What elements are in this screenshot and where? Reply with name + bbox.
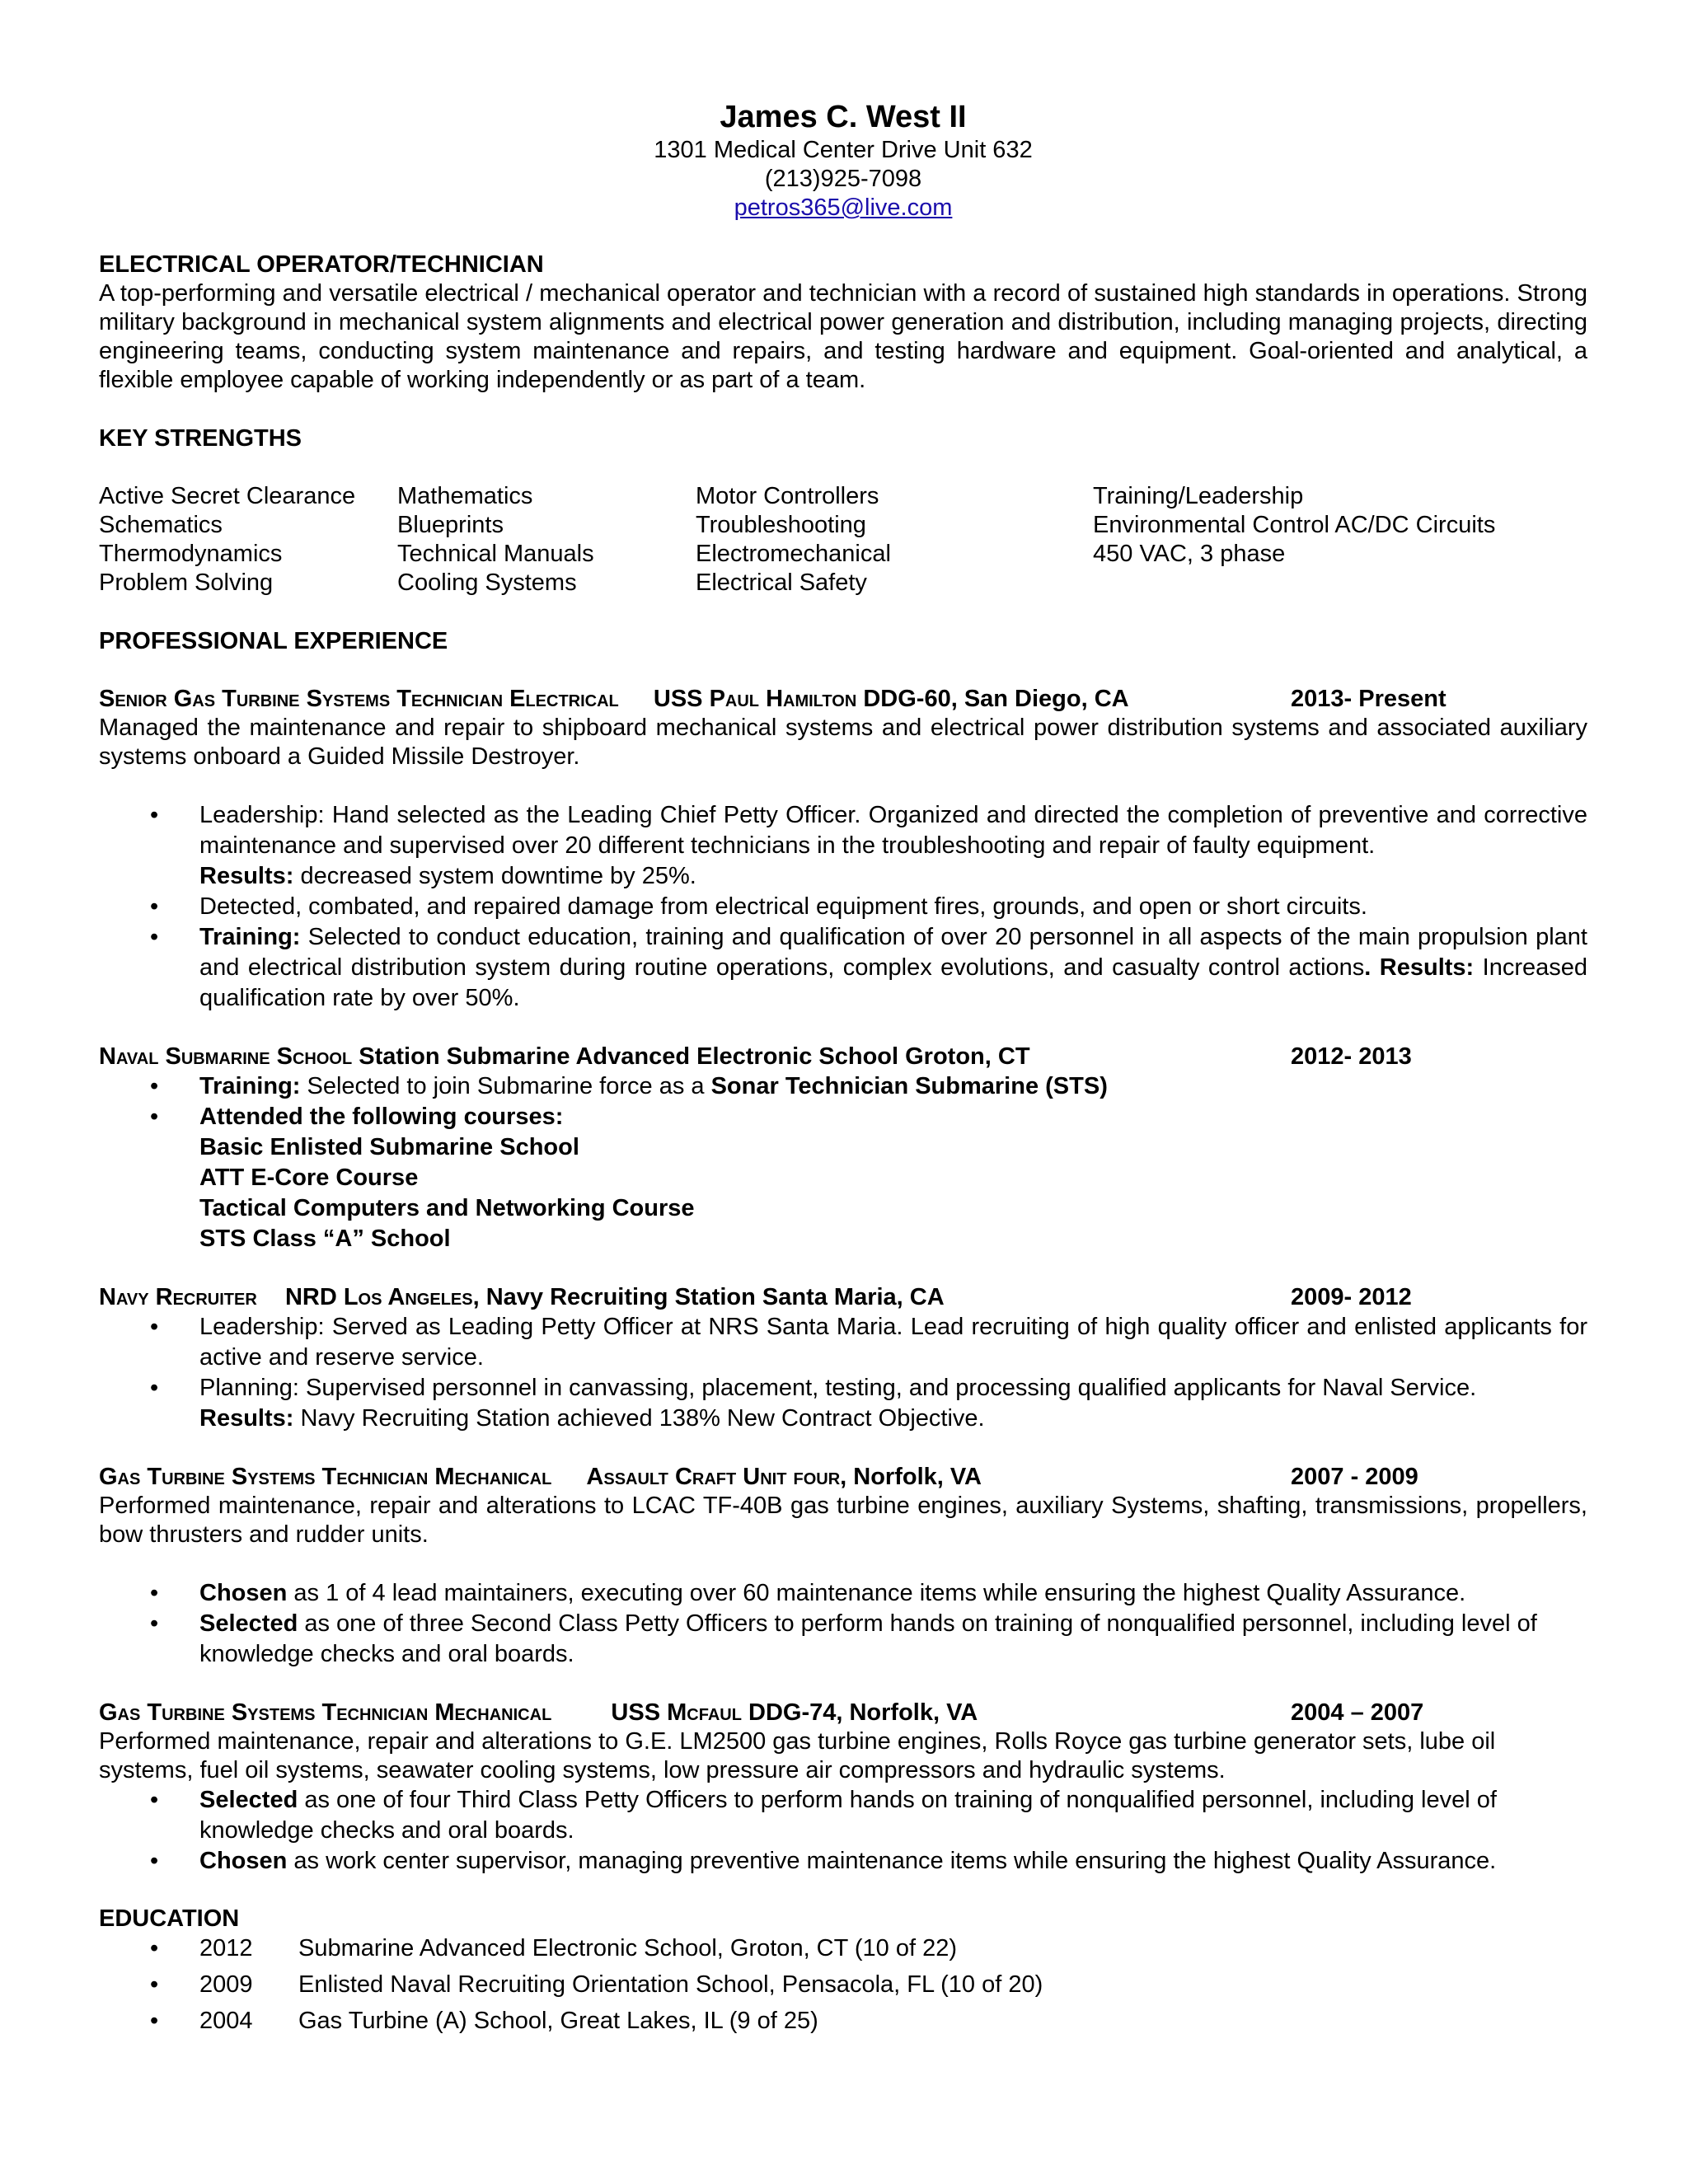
job-title: Gas Turbine Systems Technician Mechanical <box>99 1464 552 1490</box>
job-description: Performed maintenance, repair and alterations to LCAC TF-40B gas turbine engines, auxiliary Systems, shafting, transmissions, propellers, bow thrusters and rudder units. <box>99 1493 1587 1548</box>
strength-item: Problem Solving <box>99 569 274 596</box>
list-item: • 2004 Gas Turbine (A) School, Great Lakes, IL (9 of 25) <box>99 2006 1587 2036</box>
list-item: • Training: Selected to conduct education, training and qualification of over 20 personnel in all aspects of the main propulsion plant and electrical distribution system during routine operations, complex evolutions, and casualty control actions. Results: Increased qualification rate by over 50%. <box>99 922 1587 1014</box>
address: 1301 Medical Center Drive Unit 632 <box>654 137 1033 163</box>
job-organization: Assault Craft Unit four <box>586 1464 841 1490</box>
job-title: Senior Gas Turbine Systems Technician Electrical <box>99 686 619 712</box>
job-header <box>99 1463 1587 1492</box>
strength-item: Electromechanical <box>696 541 891 567</box>
strength-item: Environmental Control AC/DC Circuits <box>1093 512 1496 538</box>
job-organization: USS Paul Hamilton <box>653 686 857 712</box>
job-bullets <box>99 1578 1587 1670</box>
list-item: • 2012 Submarine Advanced Electronic School, Groton, CT (10 of 22) <box>99 1933 1587 1964</box>
job-header <box>99 1043 1587 1071</box>
candidate-name: James C. West II <box>720 100 967 134</box>
job-organization: NRD Los Angeles <box>284 1284 473 1310</box>
job-years: 2004 – 2007 <box>1291 1699 1424 1726</box>
summary-heading: ELECTRICAL OPERATOR/TECHNICIAN <box>99 251 544 278</box>
job-title: Naval Submarine School <box>99 1043 353 1070</box>
job-years: 2012- 2013 <box>1291 1043 1412 1070</box>
experience-heading: PROFESSIONAL EXPERIENCE <box>99 628 448 654</box>
job-location: , Norfolk, VA <box>840 1464 982 1490</box>
strength-item: Troubleshooting <box>696 512 866 538</box>
list-item: • Chosen as work center supervisor, managing preventive maintenance items while ensuring the highest Quality Assurance. <box>99 1846 1587 1877</box>
list-item: • Training: Selected to join Submarine force as a Sonar Technician Submarine (STS) <box>99 1071 1587 1102</box>
summary-text: A top-performing and versatile electrical / mechanical operator and technician with a record of sustained high standards in operations. Strong military background in mechanical system alignments and electrical power generation and distribution, including managing projects, directing engineering teams, conducting system maintenance and repairs, and testing hardware and equipment. Goal-oriented and analytical, a flexible employee capable of working independently or as part of a team. <box>99 280 1587 393</box>
email-link[interactable]: petros365@live.com <box>734 194 953 221</box>
list-item: • Selected as one of three Second Class Petty Officers to perform hands on training of nonqualified personnel, including level of knowledge checks and oral boards. <box>99 1609 1587 1670</box>
strength-item: Thermodynamics <box>99 541 283 567</box>
job-header <box>99 1283 1587 1312</box>
job-organization: USS Mcfaul <box>611 1699 742 1726</box>
resume-page <box>99 0 1587 2042</box>
list-item: • Leadership: Served as Leading Petty Officer at NRS Santa Maria. Lead recruiting of high quality officer and enlisted applicants for active and reserve service. <box>99 1312 1587 1373</box>
list-item: • Attended the following courses: Basic Enlisted Submarine School ATT E-Core Course Tactical Computers and Networking Course STS Class “A” School <box>99 1102 1587 1254</box>
course-item: ATT E-Core Course <box>199 1165 419 1191</box>
course-item: Tactical Computers and Networking Course <box>199 1195 695 1221</box>
strength-item: Mathematics <box>397 483 533 509</box>
job-location: Station Submarine Advanced Electronic School Groton, CT <box>352 1043 1030 1070</box>
list-item: • Leadership: Hand selected as the Leading Chief Petty Officer. Organized and directed the completion of preventive and corrective maintenance and supervised over 20 different technicians in the troubleshooting and repair of faulty equipment. Results: decreased system downtime by 25%. <box>99 800 1587 892</box>
strength-item: Training/Leadership <box>1093 483 1304 509</box>
list-item: • Selected as one of four Third Class Petty Officers to perform hands on training of nonqualified personnel, including level of knowledge checks and oral boards. <box>99 1785 1587 1846</box>
strength-item: Electrical Safety <box>696 569 867 596</box>
strength-item: Cooling Systems <box>397 569 577 596</box>
job-location: DDG-60, San Diego, CA <box>863 686 1129 712</box>
list-item: • Planning: Supervised personnel in canvassing, placement, testing, and processing qualified applicants for Naval Service. Results: Navy Recruiting Station achieved 138% New Contract Objective. <box>99 1373 1587 1434</box>
job-title: Gas Turbine Systems Technician Mechanical <box>99 1699 552 1726</box>
strength-item: Active Secret Clearance <box>99 483 356 509</box>
strength-item: Schematics <box>99 512 223 538</box>
job-header <box>99 1699 1587 1727</box>
phone: (213)925-7098 <box>764 166 922 192</box>
strength-item: Motor Controllers <box>696 483 879 509</box>
strengths-column <box>397 482 696 598</box>
job-years: 2009- 2012 <box>1291 1284 1412 1310</box>
strengths-column <box>1093 482 1587 598</box>
contact-header <box>99 0 1587 223</box>
job-years: 2007 - 2009 <box>1291 1464 1418 1490</box>
job-header <box>99 685 1587 714</box>
job-bullets <box>99 1071 1587 1254</box>
list-item: • 2009 Enlisted Naval Recruiting Orientation School, Pensacola, FL (10 of 20) <box>99 1970 1587 2000</box>
job-title: Navy Recruiter <box>99 1284 257 1310</box>
list-item: • Chosen as 1 of 4 lead maintainers, executing over 60 maintenance items while ensuring the highest Quality Assurance. <box>99 1578 1587 1609</box>
strength-item: 450 VAC, 3 phase <box>1093 541 1286 567</box>
strengths-grid <box>99 482 1587 598</box>
strength-item: Technical Manuals <box>397 541 594 567</box>
education-list <box>99 1933 1587 2036</box>
strengths-column <box>696 482 1093 598</box>
strength-item: Blueprints <box>397 512 504 538</box>
job-bullets <box>99 800 1587 1014</box>
course-item: Basic Enlisted Submarine School <box>199 1134 579 1160</box>
strengths-column <box>99 482 397 598</box>
job-bullets <box>99 1312 1587 1434</box>
education-heading: EDUCATION <box>99 1905 240 1932</box>
job-location: , Navy Recruiting Station Santa Maria, CA <box>472 1284 945 1310</box>
strengths-heading: KEY STRENGTHS <box>99 425 302 452</box>
job-years: 2013- Present <box>1291 686 1447 712</box>
list-item: • Detected, combated, and repaired damage from electrical equipment fires, grounds, and open or short circuits. <box>99 892 1587 922</box>
course-item: STS Class “A” School <box>199 1226 451 1252</box>
job-location: DDG-74, Norfolk, VA <box>741 1699 978 1726</box>
job-bullets <box>99 1785 1587 1877</box>
job-description: Performed maintenance, repair and alterations to G.E. LM2500 gas turbine engines, Rolls Royce gas turbine generator sets, lube oil systems, fuel oil systems, seawater cooling systems, low pressure air compressors and hydraulic systems. <box>99 1728 1496 1783</box>
job-description: Managed the maintenance and repair to shipboard mechanical systems and electrical power distribution systems and associated auxiliary systems onboard a Guided Missile Destroyer. <box>99 715 1587 770</box>
